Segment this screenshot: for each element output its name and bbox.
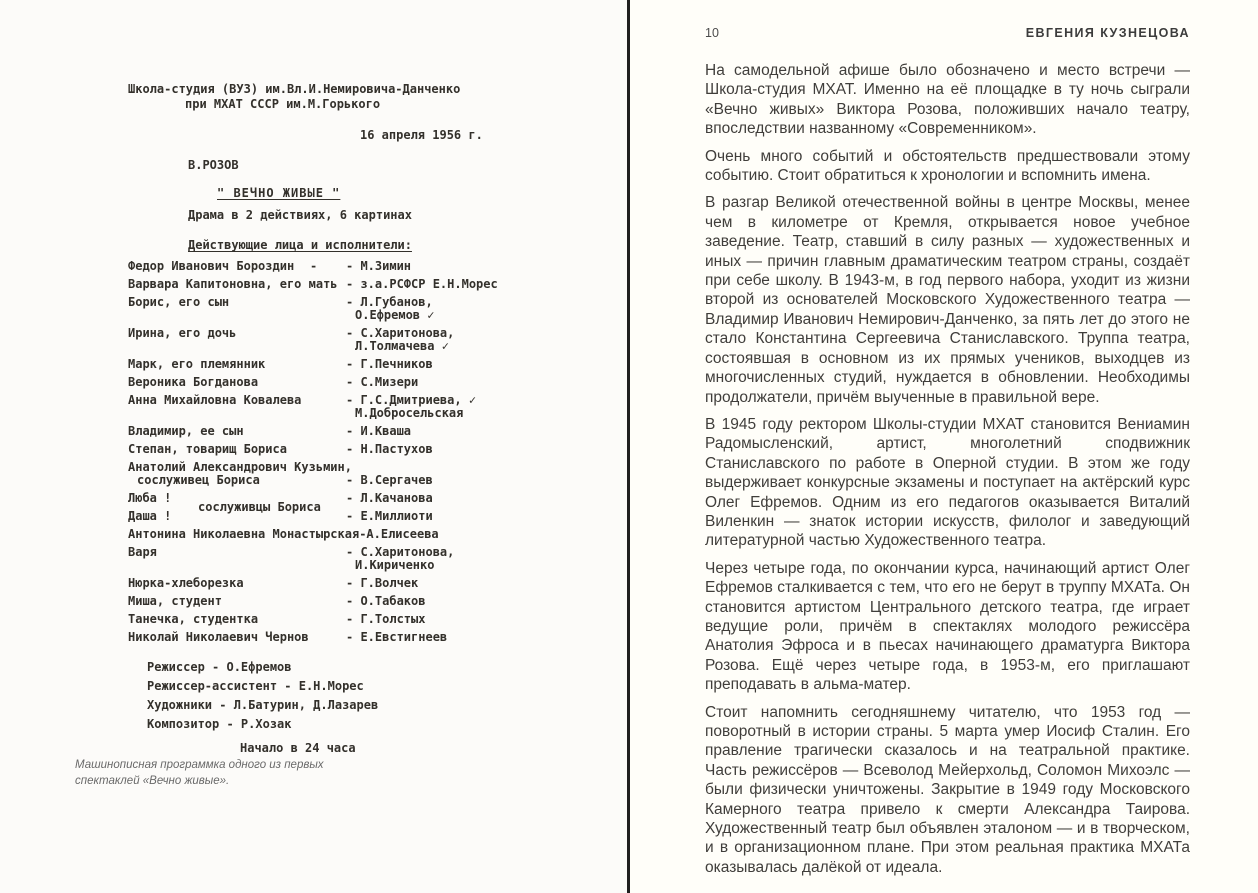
photo-caption: Машинописная программка одного из первых спектаклей «Вечно живые». [75,759,324,787]
cast-role: Борис, его сын [128,295,230,309]
left-page-scan [0,0,627,893]
cast-row [128,358,603,371]
cast-row [128,443,603,456]
cast-row [128,528,603,541]
cast-actor-2: И.Кириченко [355,558,435,572]
program-header [128,82,460,112]
cast-brace-label: сослуживцы Бориса [198,500,321,514]
cast-row [128,376,603,389]
running-header-author: ЕВГЕНИЯ КУЗНЕЦОВА [1025,26,1190,40]
cast-role: Анна Михайловна Ковалева [128,393,302,407]
cast-row [128,260,603,273]
start-time: Начало в 24 часа [240,741,356,755]
cast-actor: - С.Мизери [346,375,419,389]
cast-role: Марк, его племянник [128,357,266,371]
program-author: В.РОЗОВ [188,158,239,172]
crew-composer: Композитор - Р.Хозак [147,717,292,731]
cast-role: Ирина, его дочь [128,326,237,340]
paragraph: В 1945 году ректором Школы-студии МХАТ становится Вениамин Радомысленский, артист, многолетний сподвижник Станиславского по работе в Оперной студии. В этом же году выдерживает конкурсные экзамены и поступает на актёрский курс Олег Ефремов. Одним из его педагогов оказывается Виталий Виленкин — знаток истории искусств, филолог и заведующий литературной частью Художественного театра. [705,415,1190,550]
right-page [630,0,1258,893]
paragraph: Очень много событий и обстоятельств предшествовали этому событию. Стоит обратиться к хронологии и вспомнить имена. [705,147,1190,185]
cast-actor-2: М.Добросельская [355,406,464,420]
cast-actor: - Н.Пастухов [346,442,433,456]
cast-actor: -А.Елисеева [359,527,439,541]
cast-role: Нюрка-хлеборезка [128,576,244,590]
cast-row [128,394,603,420]
crew-assistant-director: Режиссер-ассистент - Е.Н.Морес [147,679,364,693]
cast-actor: - Е.Евстигнеев [346,630,448,644]
cast-list [128,260,603,755]
program-header-line1: Школа-студия (ВУЗ) им.Вл.И.Немировича-Данченко [128,82,461,96]
cast-actor: - С.Харитонова, [346,326,455,340]
cast-role-line2: сослуживец Бориса [137,473,260,487]
cast-row-brace-group [128,492,603,523]
paragraph: Стоит напомнить сегодняшнему читателю, что 1953 год — поворотный в истории страны. 5 марта умер Иосиф Сталин. Его правление трагически сказалось и на театральной практике. Часть режиссёров — Всеволод Мейерхольд, Соломон Михоэлс — были физически уничтожены. Закрытие в 1949 году Московского Камерного театра привело к смерти Александра Таирова. Художественный театр был объявлен эталоном — и в творческом, и в организационном плане. При этом реальная практика МХАТа оказывалась далёкой от идеала. [705,703,1190,876]
cast-row [128,613,603,626]
cast-actor: - Г.Печников [346,357,433,371]
cast-row [128,595,603,608]
cast-actor: - В.Сергачев [346,473,433,487]
program-date: 16 апреля 1956 г. [360,128,483,142]
cast-role: Федор Иванович Бороздин [128,259,295,273]
cast-row [128,327,603,353]
cast-row [128,631,603,644]
paragraph: Через четыре года, по окончании курса, начинающий артист Олег Ефремов сталкивается с тем, что его не берут в труппу МХАТа. Он становится артистом Центрального детского театра, где играет ведущие роли, причём в спектаклях молодого режиссёра Анатолия Эфроса и в пьесах начинающего драматурга Виктора Розова. Ещё через четыре года, в 1953-м, его приглашают преподавать в альма-матер. [705,559,1190,694]
crew-designers: Художники - Л.Батурин, Д.Лазарев [147,698,379,712]
cast-row [128,425,603,438]
cast-role: Люба ! [128,491,172,505]
cast-actor: - Г.Толстых [346,612,426,626]
cast-role: Миша, студент [128,594,222,608]
cast-actor: - О.Табаков [346,594,426,608]
right-page-content [630,0,1258,877]
cast-role: Танечка, студентка [128,612,259,626]
cast-role: Степан, товарищ Бориса [128,442,287,456]
cast-actor-2: - Е.Миллиоти [346,509,433,523]
program-subtitle: Драма в 2 действиях, 6 картинах [188,208,412,222]
paragraph: На самодельной афише было обозначено и место встречи — Школа-студия МХАТ. Именно на её площадке в ту ночь сыграли «Вечно живых» Виктора Розова, положивших начало театру, впоследствии названному «Современником». [705,62,1190,138]
cast-actor: - М.Зимин [346,259,412,273]
cast-role: Даша ! [128,509,172,523]
program-title: " ВЕЧНО ЖИВЫЕ " [217,186,341,200]
cast-heading: Действующие лица и исполнители: [188,238,412,252]
cast-role: Николай Николаевич Чернов [128,630,309,644]
cast-row [128,546,603,572]
cast-row [128,461,603,487]
body-text [705,61,1190,877]
running-header [705,26,1190,40]
cast-role: Варя [128,545,157,559]
cast-role: Анатолий Александрович Кузьмин, [128,460,352,474]
cast-actor: - з.а.РСФСР Е.Н.Морес [346,277,498,291]
cast-role: Вероника Богданова [128,375,259,389]
cast-row [128,278,603,291]
cast-actor: - С.Харитонова, [346,545,455,559]
paragraph: В разгар Великой отечественной войны в центре Москвы, менее чем в километре от Кремля, открывается новое учебное заведение. Театр, ставший в силу разных — художественных и иных — причин главным драматическим театром страны, создаёт при себе школу. В 1943-м, в год первого набора, уходит из жизни второй из основателей Московского Художественного театра — Владимир Иванович Немирович-Данченко, за пять лет до этого не стало Константина Сергеевича Станиславского. Труппа театра, состоявшая в основном из их прямых учеников, выходцев из многочисленных студий, нуждается в обновлении. Необходимы продолжатели, причём выученные в правильной вере. [705,194,1190,406]
cast-actor: - Г.С.Дмитриева, ✓ [346,393,477,407]
crew-director: Режиссер - О.Ефремов [147,660,292,674]
cast-actor: - Л.Качанова [346,491,433,505]
program-header-line2: при МХАТ СССР им.М.Горького [185,97,381,111]
cast-actor: - Л.Губанов, [346,295,433,309]
cast-row [128,577,603,590]
crew-block [147,658,603,734]
page-number: 10 [705,26,719,40]
cast-role: Варвара Капитоновна, его мать [128,277,338,291]
cast-actor: - Г.Волчек [346,576,419,590]
cast-role: Антонина Николаевна Монастырская [128,527,360,541]
cast-role: Владимир, ее сын [128,424,244,438]
cast-actor: - И.Кваша [346,424,412,438]
cast-actor-2: Л.Толмачева ✓ [355,339,449,353]
cast-actor-2: О.Ефремов ✓ [355,308,435,322]
cast-row [128,296,603,322]
cast-mid-dash: - [310,259,318,273]
